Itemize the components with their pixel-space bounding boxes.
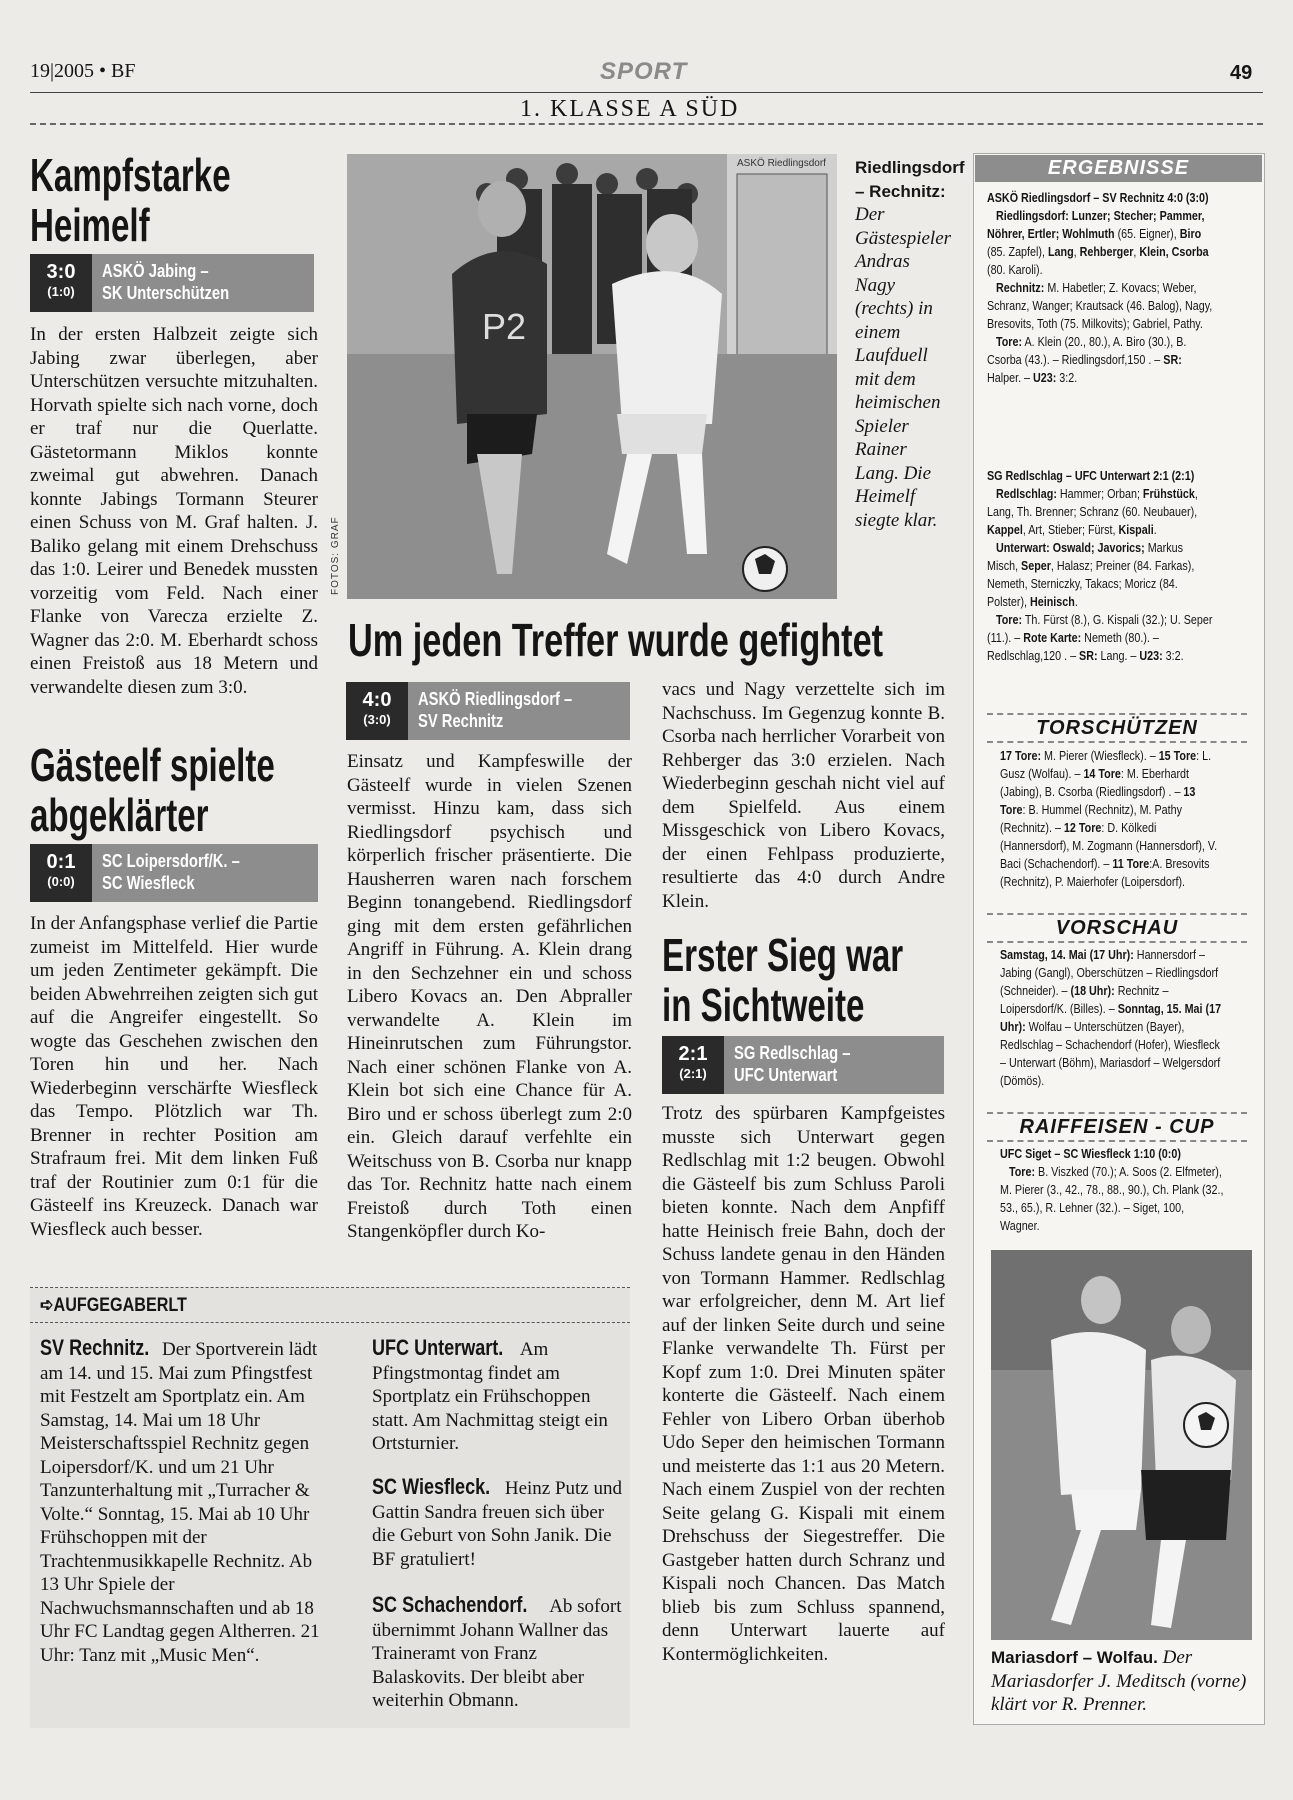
article-1-text: In der ersten Halbzeit zeigte sich Jabing zwar überlegen, aber Unterschützen versuchte mitzuhalten. Horvath spielte sich nach vorne, doch er traf nur die Querlatte. Gästetormann Miklos konnte zweimal gut abwehren. Danach konnte Jabings Tormann Steurer einen Schuss von M. Graf halten. J. Baliko gelang mit einem Drehschuss das 1:0. Leirer und Benedek mussten vorzeitig vom Feld. Nach einer Flanke von Varecza erzielte Z. Wagner das 2:0. M. Eberhardt schoss einen Freistoß aus 18 Metern und verwandelte diesen zum 3:0. xyxy=(30,324,318,698)
notice-sc-wiesfleck: SC Wiesfleck. Heinz Putz und Gattin Sandra freuen sich über die Geburt von Sohn Janik. Die BF gratuliert! xyxy=(372,1474,622,1570)
svg-text:P2: P2 xyxy=(482,306,527,347)
preview-list: Samstag, 14. Mai (17 Uhr): Hannersdorf – Jabing (Gangl), Oberschützen – Riedlingsdorf (Schneider). – (18 Uhr): Rechnitz – Loipersdorf/K. (Billes). – Sonntag, 15. Mai (17 Uhr): Wolfau – Unterschützen (Bayer), Redlschlag – Schachendorf (Hofer), Wiesfleck – Unterwart (Böhm), Mariasdorf – Welgersdorf (Dömös). xyxy=(1000,948,1222,1088)
caption-2-bold: Mariasdorf – Wolfau. xyxy=(991,1648,1158,1667)
notice-2-head: UFC Unterwart. xyxy=(372,1335,504,1360)
scorers-list: 17 Tore: M. Pierer (Wiesfleck). – 15 Tore: L. Gusz (Wolfau). – 14 Tore: M. Eberhardt (Jabing), B. Csorba (Riedlingsdorf) . – 13 Tore: B. Hummel (Rechnitz), M. Pathy (Rechnitz). – 12 Tore: D. Kölkedi (Hannersdorf), M. Zogmann (Hannersdorf), V. Baci (Schachendorf). – 11 Tore:A. Bresovits (Rechnitz), P. Maierhofer (Loipersdorf). xyxy=(1000,749,1218,889)
torschuetzen-title: TORSCHÜTZEN xyxy=(987,713,1247,743)
caption-2-italic: Der Mariasdorfer J. Meditsch (vorne) klärt vor R. Prenner. xyxy=(991,1647,1247,1715)
league-title: 1. KLASSE A SÜD xyxy=(520,96,740,122)
notice-3-head: SC Wiesfleck. xyxy=(372,1474,491,1499)
match-photo-riedlingsdorf xyxy=(347,154,837,599)
score-badge-2: 0:1 (0:0) SC Loipersdorf/K. – SC Wiesfleck xyxy=(30,844,318,902)
caption-1-italic: Der Gästespieler Andras Nagy (rechts) in einem Laufduell mit dem heimischen Spieler Rainer Lang. Die Heimelf siegte klar. xyxy=(855,204,952,531)
page-number: 49 xyxy=(1230,62,1253,84)
notice-ufc-unterwart: UFC Unterwart. Am Pfingstmontag findet am Sportplatz ein Frühschoppen statt. Am Nachmittag steigt ein Ortsturnier. xyxy=(372,1335,608,1454)
score-badge-4: 2:1 (2:1) SG Redlschlag – UFC Unterwart xyxy=(662,1036,944,1094)
notice-sc-schachendorf: SC Schachendorf. Ab sofort übernimmt Johann Wallner das Traineramt von Franz Balaskovits. Der bleibt aber weiterhin Obmann. xyxy=(372,1592,622,1711)
notice-4-head: SC Schachendorf. xyxy=(372,1592,528,1617)
header-rule xyxy=(30,92,1263,93)
result-redlschlag-unterwart: SG Redlschlag – UFC Unterwart 2:1 (2:1) Redlschlag: Hammer; Orban; Frühstück, Lang, Th. Brenner; Schranz (60. Neubauer), Kappel, Art, Stieber; Fürst, Kispali. Unterwart: Oswald; Javorics; Markus Misch, Seper, Halasz; Preiner (84. Farkas), Nemeth, Sterniczky, Takacs; Moricz (84. Polster), Heinisch. Tore: Th. Fürst (8.), G. Kispali (32.); U. Seper (11.). – Rote Karte: Nemeth (80.). – Redlschlag,120 . – SR: Lang. – U23: 3:2. xyxy=(987,469,1213,663)
caption-1-bold: Riedlingsdorf – Rechnitz: xyxy=(855,158,965,201)
football-players-image xyxy=(347,154,837,599)
article-3-text-col1: Einsatz und Kampfeswille der Gästeelf wurde in vielen Szenen vermisst. Hinzu kam, dass sich Riedlingsdorf psychisch und körperlich frischer präsentierte. Die Hausherren waren nach forschem Beginn tonangebend. Riedlingsdorf ging mit dem ersten gefährlichen Angriff in Führung. A. Klein drang in den Sechzehner ein und schoss Libero Kovacs an. Den Abpraller verwandelte A. Klein im Hineinrutschen zum Führungstor. Nach einer schönen Flanke von A. Klein bot sich eine Chance für A. Biro und er schoss überlegt zum 2:0 ein. Gleich darauf verfehlte ein Weitschuss von B. Csorba nur knapp das Tor. Rechnitz hatte nach einem Freistoß durch Toth einen Stangenköpfler durch Ko- xyxy=(347,751,632,1242)
headline-2: Gästeelf spielte abgeklärter xyxy=(30,739,275,841)
notice-sv-rechnitz: SV Rechnitz. Der Sportverein lädt am 14. und 15. Mai zum Pfingstfest mit Festzelt am Sportplatz ein. Am Samstag, 14. Mai um 18 Uhr Meisterschaftsspiel Rechnitz gegen Loipersdorf/K. und um 21 Uhr Tanzunterhaltung mit „Turracher & Volte.“ Sonntag, 15. Mai ab 10 Uhr Frühschoppen mit der Trachtenmusikkapelle Rechnitz. Ab 13 Uhr Spiele der Nachwuchsmannschaften und ab 18 Uhr FC Landtag gegen Altherren. 21 Uhr: Tanz mit „Music Men“. xyxy=(40,1335,320,1666)
svg-text:ASKÖ Riedlingsdorf: ASKÖ Riedlingsdorf xyxy=(737,158,826,169)
score-badge-3: 4:0 (3:0) ASKÖ Riedlingsdorf – SV Rechnitz xyxy=(346,682,630,740)
arrow-icon: ➪ xyxy=(40,1295,54,1316)
aufgegaberlt-top-rule xyxy=(30,1287,630,1288)
headline-3: Um jeden Treffer wurde gefightet xyxy=(348,614,884,666)
article-2-text: In der Anfangsphase verlief die Partie zumeist im Mittelfeld. Hier wurde um jeden Zentimeter gekämpft. Die beiden Abwehrreihen zeigten sich gut auf die Angreifer eingestellt. So wogte das Geschehen zwischen den Toren hin und her. Nach Wiederbeginn verschärfte Wiesfleck das Tempo. Plötzlich war Th. Brenner in rechter Position am Strafraum frei. Mit dem linken Fuß traf der Routinier zum 0:1 für die Gästeelf ins Kreuzeck. Danach war Wiesfleck auch besser. xyxy=(30,913,318,1240)
photo-caption-1 xyxy=(855,156,965,532)
score-badge-1: 3:0 (1:0) ASKÖ Jabing – SK Unterschützen xyxy=(30,254,314,312)
issue-label: 19|2005 • BF xyxy=(30,60,136,82)
article-4-text: Trotz des spürbaren Kampfgeistes musste sich Unterwart gegen Redlschlag mit 1:2 beugen. Obwohl die Gästeelf bis zum Schluss Paroli bieten konnte. Nach dem Anpfiff hatte Heinisch freie Bahn, doch der Schuss landete genau in den Händen von Tormann Hammer. Redlschlag war erfolgreicher, denn M. Art lief auf der linken Seite durch und seine Flanke verwandelte Th. Fürst per Kopf zum 1:0. Drei Minuten später konterte die Gästeelf. Nach einem Fehler von Libero Orban überhob Udo Seper den heimischen Tormann und meisterte das 1:1 aus 20 Metern. Nach einem Zuspiel von der rechten Seite gelang G. Kispali mit einem Drehschuss der Siegestreffer. Die Gastgeber hatten durch Schranz und Kispali noch Chancen. Das Match blieb bis zum Schluss spannend, denn Unterwart lauerte auf Kontermöglichkeiten. xyxy=(662,1103,945,1665)
headline-4: Erster Sieg war in Sichtweite xyxy=(662,929,904,1031)
article-3-text-col2: vacs und Nagy verzettelte sich im Nachschuss. Im Gegenzug konnte B. Csorba nach herrlicher Vorarbeit von Rehberger das 3:0 erzielen. Nach Wiederbeginn geschah nicht viel auf dem Spielfeld. Aus einem Missgeschick von Libero Kovacs, der einen Fehlpass produzierte, resultierte das 4:0 durch Andre Klein. xyxy=(662,679,945,912)
football-duel-image xyxy=(991,1250,1252,1640)
vorschau-title: VORSCHAU xyxy=(987,913,1247,943)
photo-credit: FOTOS: GRAF xyxy=(330,516,341,595)
aufgegaberlt-title-rule xyxy=(30,1322,630,1323)
match-photo-mariasdorf xyxy=(991,1250,1252,1640)
cup-title: RAIFFEISEN - CUP xyxy=(987,1112,1247,1142)
header-dashed-rule xyxy=(30,123,1263,125)
headline-1: Kampfstarke Heimelf xyxy=(30,149,231,251)
result-riedlingsdorf-rechnitz: ASKÖ Riedlingsdorf – SV Rechnitz 4:0 (3:0) Riedlingsdorf: Lunzer; Stecher; Pammer, Nöhrer, Ertler; Wohlmuth (65. Eigner), Biro (85. Zapfel), Lang, Rehberger, Klein, Csorba (80. Karoli). Rechnitz: M. Habetler; Z. Kovacs; Weber, Schranz, Wanger; Krautsack (46. Balog), Nagy, Bresovits, Toth (75. Milkovits); Gabriel, Pathy. Tore: A. Klein (20., 80.), A. Biro (30.), B. Csorba (43.). – Riedlingsdorf,150 . – SR: Halper. – U23: 3:2. xyxy=(987,191,1213,385)
photo-caption-2 xyxy=(991,1646,1253,1717)
ergebnisse-title: ERGEBNISSE xyxy=(975,155,1262,182)
section-label: SPORT xyxy=(600,58,688,85)
notice-1-head: SV Rechnitz. xyxy=(40,1335,150,1360)
aufgegaberlt-title: ➪AUFGEGABERLT xyxy=(40,1295,187,1316)
cup-result: UFC Siget – SC Wiesfleck 1:10 (0:0) Tore: B. Viszked (70.); A. Soos (2. Elfmeter), M. Pierer (3., 42., 78., 88., 90.), Ch. Plank (32., 53., 65.), R. Lehner (32.). – Siget, 100, Wagner. xyxy=(1000,1147,1224,1233)
